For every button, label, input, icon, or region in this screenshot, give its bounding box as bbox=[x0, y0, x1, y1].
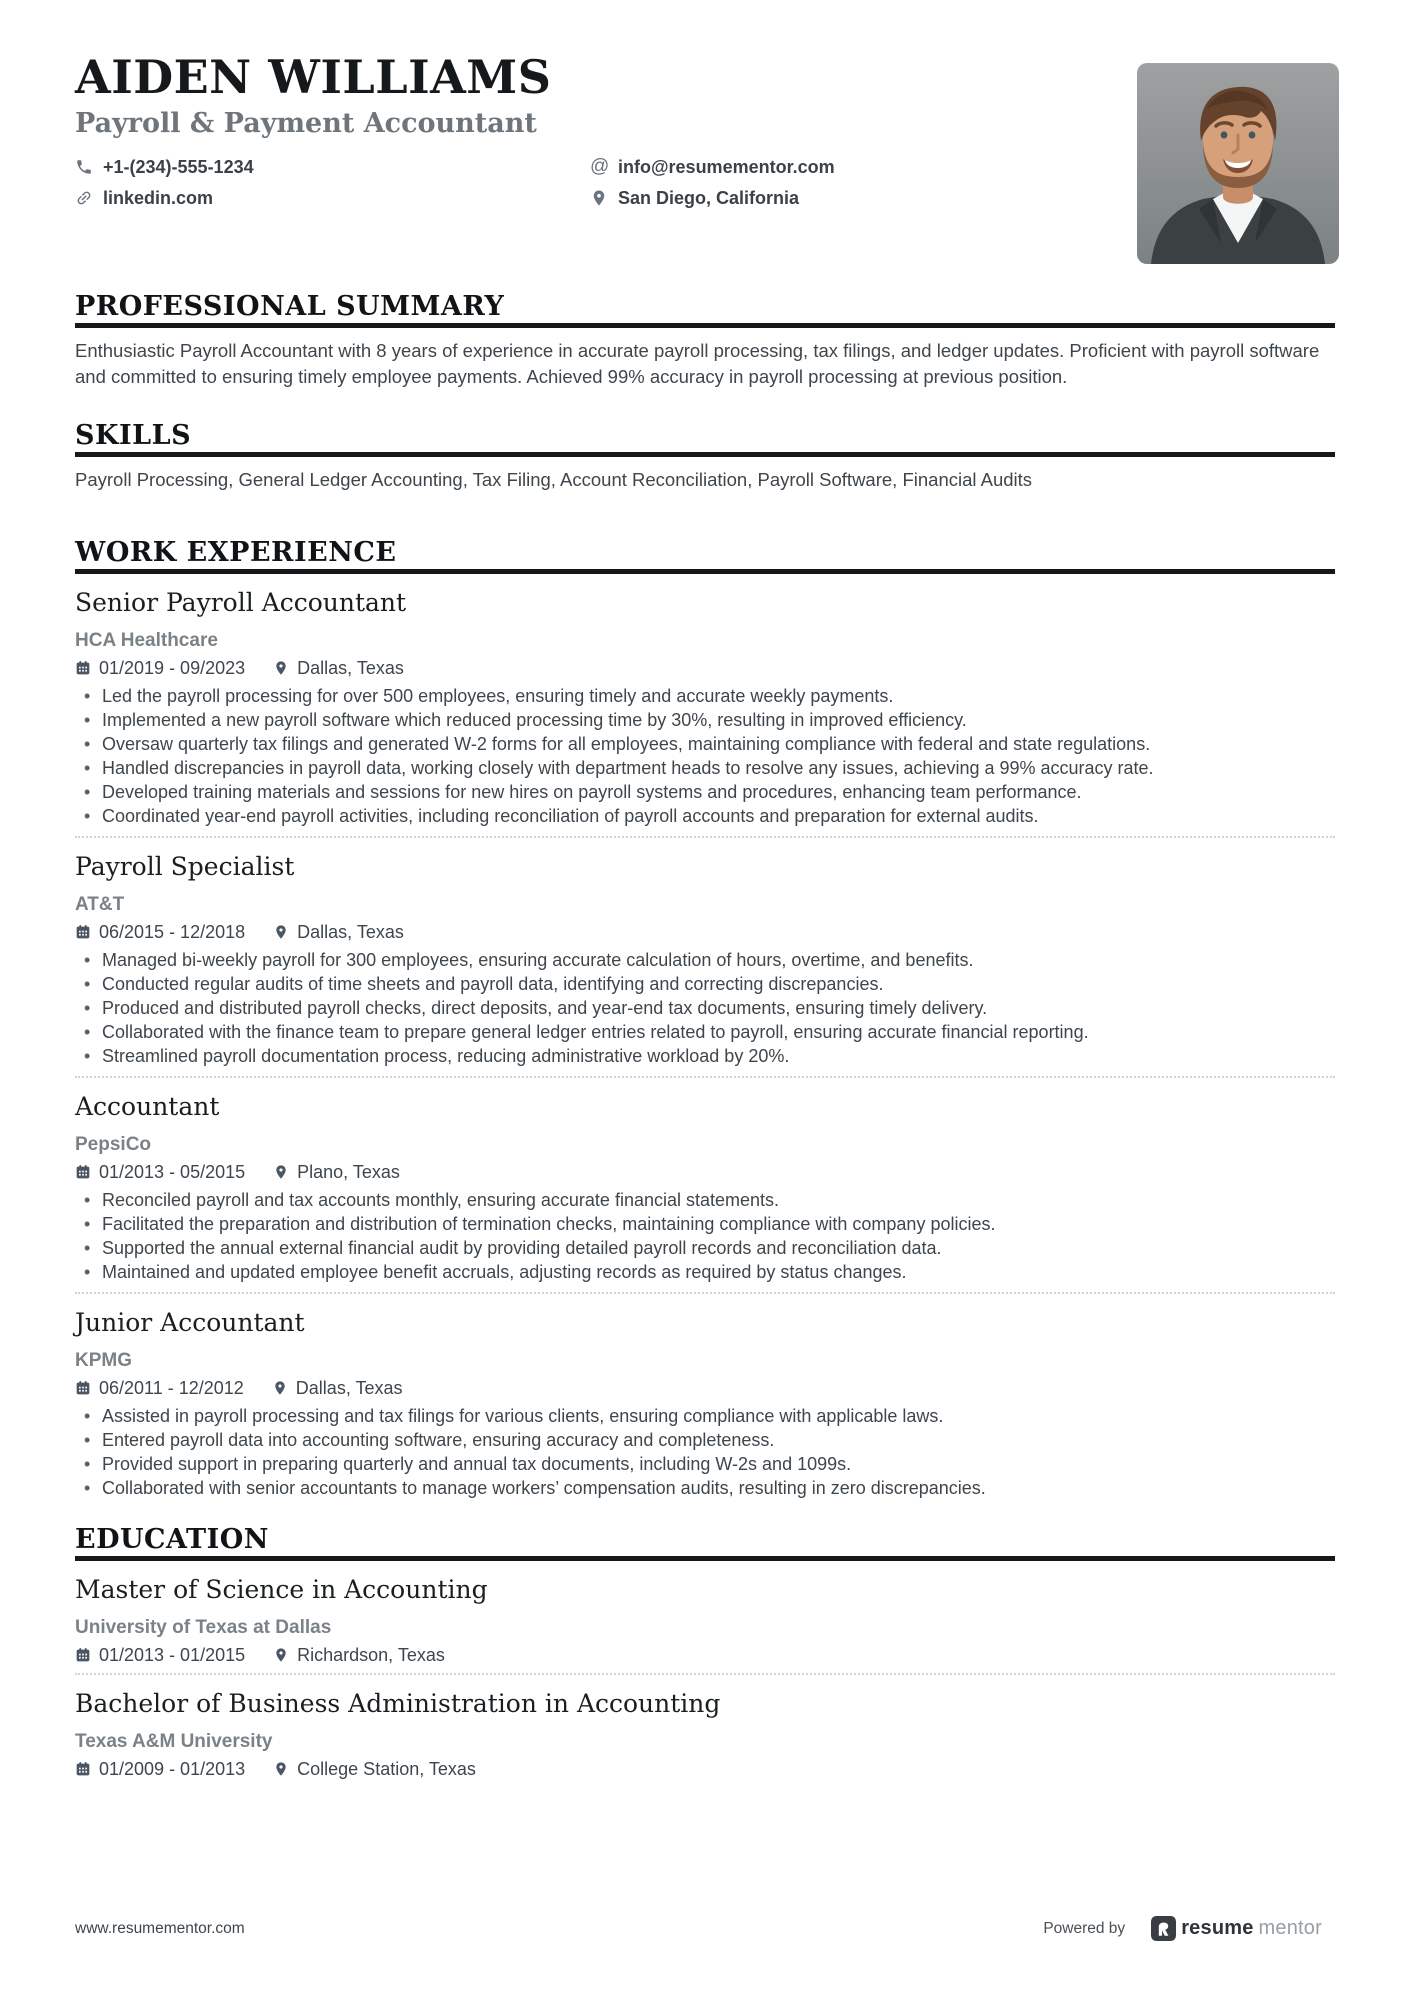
profile-photo-illustration bbox=[1137, 63, 1339, 264]
degree-location-text: Richardson, Texas bbox=[297, 1645, 445, 1665]
candidate-job-title: Payroll & Payment Accountant bbox=[75, 108, 537, 139]
degree-location-text: College Station, Texas bbox=[297, 1759, 476, 1779]
location-pin-icon bbox=[273, 924, 289, 940]
calendar-icon bbox=[75, 660, 91, 676]
entry-separator bbox=[75, 1673, 1335, 1675]
powered-by-label: Powered by bbox=[1043, 1919, 1126, 1937]
experience-heading: WORK EXPERIENCE bbox=[75, 539, 1335, 574]
company-name: AT&T bbox=[75, 894, 125, 915]
job-dates bbox=[75, 658, 245, 678]
job-meta bbox=[75, 1378, 1335, 1398]
resumementor-logo-icon bbox=[1151, 1916, 1176, 1941]
calendar-icon bbox=[75, 1647, 91, 1663]
school-name: Texas A&M University bbox=[75, 1731, 273, 1752]
degree-meta bbox=[75, 1645, 1335, 1665]
bullet-item: • Conducted regular audits of time sheets and payroll data, identifying and correcting discrepancies. bbox=[75, 972, 1335, 996]
job-entry bbox=[75, 1308, 1335, 1500]
degree-dates bbox=[75, 1645, 245, 1665]
degree-dates-text: 01/2009 - 01/2013 bbox=[99, 1759, 246, 1779]
bullet-item: • Entered payroll data into accounting software, ensuring accuracy and completeness. bbox=[75, 1428, 1335, 1452]
location-pin-icon bbox=[273, 1647, 289, 1663]
candidate-name: AIDEN WILLIAMS bbox=[75, 50, 552, 104]
section-education bbox=[75, 1526, 1335, 1779]
footer-site-link[interactable]: www.resumementor.com bbox=[75, 1919, 245, 1937]
job-meta bbox=[75, 658, 1335, 678]
degree-entry bbox=[75, 1689, 1335, 1779]
location-pin-icon bbox=[273, 660, 289, 676]
page-footer bbox=[75, 1916, 1322, 1941]
bullet-item: • Supported the annual external financial audit by providing detailed payroll records and reconciliation data. bbox=[75, 1236, 1335, 1260]
job-dates-text: 01/2013 - 05/2015 bbox=[99, 1162, 246, 1182]
bullet-item: • Handled discrepancies in payroll data, working closely with department heads to resolve any issues, achieving a 99% accuracy rate. bbox=[75, 756, 1335, 780]
job-location-text: Plano, Texas bbox=[297, 1162, 400, 1182]
job-location bbox=[273, 658, 404, 678]
entry-separator bbox=[75, 836, 1335, 838]
email-at-icon: @ bbox=[590, 156, 610, 177]
section-work-experience bbox=[75, 539, 1335, 1500]
bullet-item: • Coordinated year-end payroll activities, including reconciliation of payroll accounts and preparation for external audits. bbox=[75, 804, 1335, 828]
entry-separator bbox=[75, 1076, 1335, 1078]
calendar-icon bbox=[75, 1380, 91, 1396]
job-title: Junior Accountant bbox=[75, 1308, 305, 1337]
job-entry bbox=[75, 1092, 1335, 1284]
logo-text-bold: resume bbox=[1181, 1917, 1254, 1939]
skills-text: Payroll Processing, General Ledger Accounting, Tax Filing, Account Reconciliation, Payroll Software, Financial Audits bbox=[75, 469, 1033, 490]
bullet-item: • Led the payroll processing for over 500 employees, ensuring timely and accurate weekly payments. bbox=[75, 684, 1335, 708]
job-location bbox=[273, 922, 404, 942]
contact-linkedin[interactable] bbox=[75, 187, 590, 209]
bullet-item: • Maintained and updated employee benefit accruals, adjusting records as required by status changes. bbox=[75, 1260, 1335, 1284]
education-heading: EDUCATION bbox=[75, 1526, 1335, 1561]
entry-separator bbox=[75, 1292, 1335, 1294]
calendar-icon bbox=[75, 1761, 91, 1777]
job-dates-text: 01/2019 - 09/2023 bbox=[99, 658, 246, 678]
contact-linkedin-text: linkedin.com bbox=[103, 188, 214, 208]
degree-meta bbox=[75, 1759, 1335, 1779]
job-title: Senior Payroll Accountant bbox=[75, 588, 407, 617]
bullet-item: • Streamlined payroll documentation process, reducing administrative workload by 20%. bbox=[75, 1044, 1335, 1068]
skills-heading: SKILLS bbox=[75, 422, 1335, 457]
bullet-item: • Collaborated with senior accountants to manage workers’ compensation audits, resulting in zero discrepancies. bbox=[75, 1476, 1335, 1500]
job-entry bbox=[75, 852, 1335, 1068]
company-name: KPMG bbox=[75, 1350, 132, 1371]
job-location bbox=[272, 1378, 403, 1398]
company-name: PepsiCo bbox=[75, 1134, 152, 1155]
link-icon bbox=[71, 185, 96, 210]
bullet-item: • Facilitated the preparation and distribution of termination checks, maintaining compliance with company policies. bbox=[75, 1212, 1335, 1236]
bullet-item: • Managed bi-weekly payroll for 300 employees, ensuring accurate calculation of hours, overtime, and benefits. bbox=[75, 948, 1335, 972]
location-pin-icon bbox=[273, 1761, 289, 1777]
job-entry bbox=[75, 588, 1335, 828]
contact-phone bbox=[75, 156, 590, 178]
resumementor-logo[interactable] bbox=[1151, 1916, 1322, 1941]
bullet-item: • Assisted in payroll processing and tax filings for various clients, ensuring compliance with applicable laws. bbox=[75, 1404, 1335, 1428]
contact-phone-text: +1-(234)-555-1234 bbox=[103, 157, 254, 177]
bullet-item: • Provided support in preparing quarterly and annual tax documents, including W-2s and 1099s. bbox=[75, 1452, 1335, 1476]
calendar-icon bbox=[75, 1164, 91, 1180]
job-dates bbox=[75, 1378, 244, 1398]
powered-by-block bbox=[1043, 1916, 1322, 1941]
calendar-icon bbox=[75, 924, 91, 940]
degree-dates bbox=[75, 1759, 245, 1779]
logo-text-light: mentor bbox=[1258, 1917, 1322, 1939]
contact-location-text: San Diego, California bbox=[618, 188, 800, 208]
job-location-text: Dallas, Texas bbox=[295, 1378, 403, 1398]
job-title: Accountant bbox=[75, 1092, 220, 1121]
location-pin-icon bbox=[590, 189, 608, 207]
job-dates-text: 06/2011 - 12/2012 bbox=[99, 1378, 244, 1398]
degree-entry bbox=[75, 1575, 1335, 1665]
job-meta bbox=[75, 1162, 1335, 1182]
section-skills bbox=[75, 422, 1335, 493]
location-pin-icon bbox=[272, 1380, 288, 1396]
degree-title: Bachelor of Business Administration in Accounting bbox=[75, 1689, 721, 1718]
resume-header bbox=[75, 52, 1335, 209]
job-meta bbox=[75, 922, 1335, 942]
phone-icon bbox=[75, 158, 93, 176]
bullet-list bbox=[75, 684, 1335, 828]
profile-photo bbox=[1137, 63, 1339, 264]
bullet-item: • Oversaw quarterly tax filings and generated W-2 forms for all employees, maintaining compliance with federal and state regulations. bbox=[75, 732, 1335, 756]
job-dates bbox=[75, 922, 245, 942]
summary-heading: PROFESSIONAL SUMMARY bbox=[75, 293, 1335, 328]
experience-entries bbox=[75, 588, 1335, 1500]
bullet-item: • Collaborated with the finance team to prepare general ledger entries related to payroll, ensuring accurate financial reporting. bbox=[75, 1020, 1335, 1044]
job-dates bbox=[75, 1162, 245, 1182]
company-name: HCA Healthcare bbox=[75, 630, 218, 651]
bullet-item: • Reconciled payroll and tax accounts monthly, ensuring accurate financial statements. bbox=[75, 1188, 1335, 1212]
job-dates-text: 06/2015 - 12/2018 bbox=[99, 922, 246, 942]
bullet-item: • Implemented a new payroll software which reduced processing time by 30%, resulting in improved efficiency. bbox=[75, 708, 1335, 732]
bullet-item: • Developed training materials and sessions for new hires on payroll systems and procedures, enhancing team performance. bbox=[75, 780, 1335, 804]
bullet-list bbox=[75, 1188, 1335, 1284]
job-location-text: Dallas, Texas bbox=[297, 658, 404, 678]
job-location-text: Dallas, Texas bbox=[297, 922, 404, 942]
job-title: Payroll Specialist bbox=[75, 852, 295, 881]
school-name: University of Texas at Dallas bbox=[75, 1617, 332, 1638]
job-location bbox=[273, 1162, 400, 1182]
degree-location bbox=[273, 1645, 445, 1665]
location-pin-icon bbox=[273, 1164, 289, 1180]
degree-title: Master of Science in Accounting bbox=[75, 1575, 488, 1604]
bullet-list bbox=[75, 948, 1335, 1068]
degree-location bbox=[273, 1759, 476, 1779]
section-professional-summary bbox=[75, 293, 1335, 390]
degree-dates-text: 01/2013 - 01/2015 bbox=[99, 1645, 246, 1665]
education-entries bbox=[75, 1575, 1335, 1779]
bullet-list bbox=[75, 1404, 1335, 1500]
summary-text: Enthusiastic Payroll Accountant with 8 years of experience in accurate payroll processing, tax filings, and ledger updates. Proficient with payroll software and committed to ensuring timely employee payments. Achieved 99% accuracy in payroll processing at previous position. bbox=[75, 340, 1320, 387]
contact-email-text: info@resumementor.com bbox=[618, 157, 835, 177]
bullet-item: • Produced and distributed payroll checks, direct deposits, and year-end tax documents, ensuring timely delivery. bbox=[75, 996, 1335, 1020]
